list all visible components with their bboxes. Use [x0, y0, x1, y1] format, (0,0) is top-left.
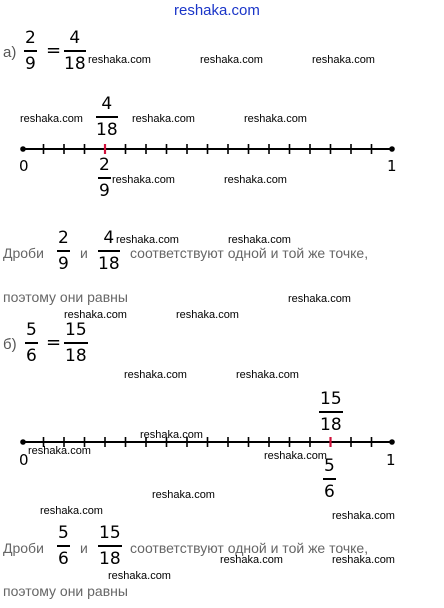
watermark-text: reshaka.com — [244, 113, 307, 125]
watermark-text: reshaka.com — [152, 489, 215, 501]
watermark-text: reshaka.com — [140, 429, 203, 441]
part-b-conclusion-and: и — [80, 540, 88, 556]
watermark-text: reshaka.com — [28, 445, 91, 457]
watermark-text: reshaka.com — [20, 113, 83, 125]
watermark-text: reshaka.com — [40, 505, 103, 517]
part-a-conclusion-and: и — [80, 245, 88, 261]
watermark-text: reshaka.com — [176, 309, 239, 321]
part-b-mark-above-label: 15 18 — [320, 389, 342, 435]
part-a-conclusion-fraction-right: 4 18 — [98, 228, 120, 274]
part-b-fraction-right: 15 18 — [65, 320, 87, 366]
watermark-text: reshaka.com — [288, 293, 351, 305]
part-b-one-label: 1 — [386, 451, 396, 469]
watermark-text: reshaka.com — [64, 309, 127, 321]
part-a-fraction-right: 4 18 — [64, 28, 86, 74]
part-a-mark-below-label: 2 9 — [99, 155, 110, 201]
part-b-fraction-left: 5 6 — [26, 320, 37, 366]
part-b-ticks — [44, 437, 372, 447]
watermark-text: reshaka.com — [228, 234, 291, 246]
part-a-start-point — [20, 146, 26, 152]
part-b-conclusion-prefix: Дроби — [3, 540, 44, 556]
watermark-top: reshaka.com — [174, 2, 260, 19]
watermark-text: reshaka.com — [236, 369, 299, 381]
part-a-one-label: 1 — [387, 157, 397, 175]
part-b-conclusion-fraction-left: 5 6 — [58, 523, 69, 569]
watermark-text: reshaka.com — [108, 570, 171, 582]
watermark-text: reshaka.com — [88, 54, 151, 66]
part-b-conclusion-line2: поэтому они равны — [3, 583, 128, 599]
part-a-conclusion-fraction-left: 2 9 — [58, 228, 69, 274]
part-b-zero-label: 0 — [19, 451, 29, 469]
part-b-conclusion-fraction-right: 15 18 — [99, 523, 121, 569]
part-b-equals: = — [46, 332, 62, 353]
part-b-end-point — [389, 439, 395, 445]
watermark-text: reshaka.com — [116, 234, 179, 246]
part-a-conclusion-suffix: соответствуют одной и той же точке, — [130, 245, 369, 261]
part-a-label: а) — [3, 44, 17, 61]
part-b-label: б) — [3, 336, 17, 353]
watermark-text: reshaka.com — [312, 54, 375, 66]
part-a-fraction-left: 2 9 — [25, 28, 36, 74]
watermark-text: reshaka.com — [224, 174, 287, 186]
part-a-equals: = — [46, 40, 62, 61]
part-b-conclusion-suffix: соответствуют одной и той же точке, — [130, 540, 369, 556]
watermark-text: reshaka.com — [332, 510, 395, 522]
watermark-text: reshaka.com — [200, 54, 263, 66]
part-b-start-point — [20, 439, 26, 445]
watermark-text: reshaka.com — [332, 554, 395, 566]
part-a-conclusion-line2: поэтому они равны — [3, 289, 128, 305]
part-a-zero-label: 0 — [19, 157, 29, 175]
part-b-mark-below-label: 5 6 — [324, 456, 335, 502]
part-a-mark-above-label: 4 18 — [96, 94, 118, 140]
watermark-text: reshaka.com — [132, 113, 195, 125]
part-a-ticks — [44, 144, 372, 154]
watermark-text: reshaka.com — [264, 450, 327, 462]
watermark-text: reshaka.com — [112, 174, 175, 186]
part-a-end-point — [389, 146, 395, 152]
watermark-text: reshaka.com — [124, 369, 187, 381]
part-a-conclusion-prefix: Дроби — [3, 245, 44, 261]
watermark-text: reshaka.com — [220, 554, 283, 566]
